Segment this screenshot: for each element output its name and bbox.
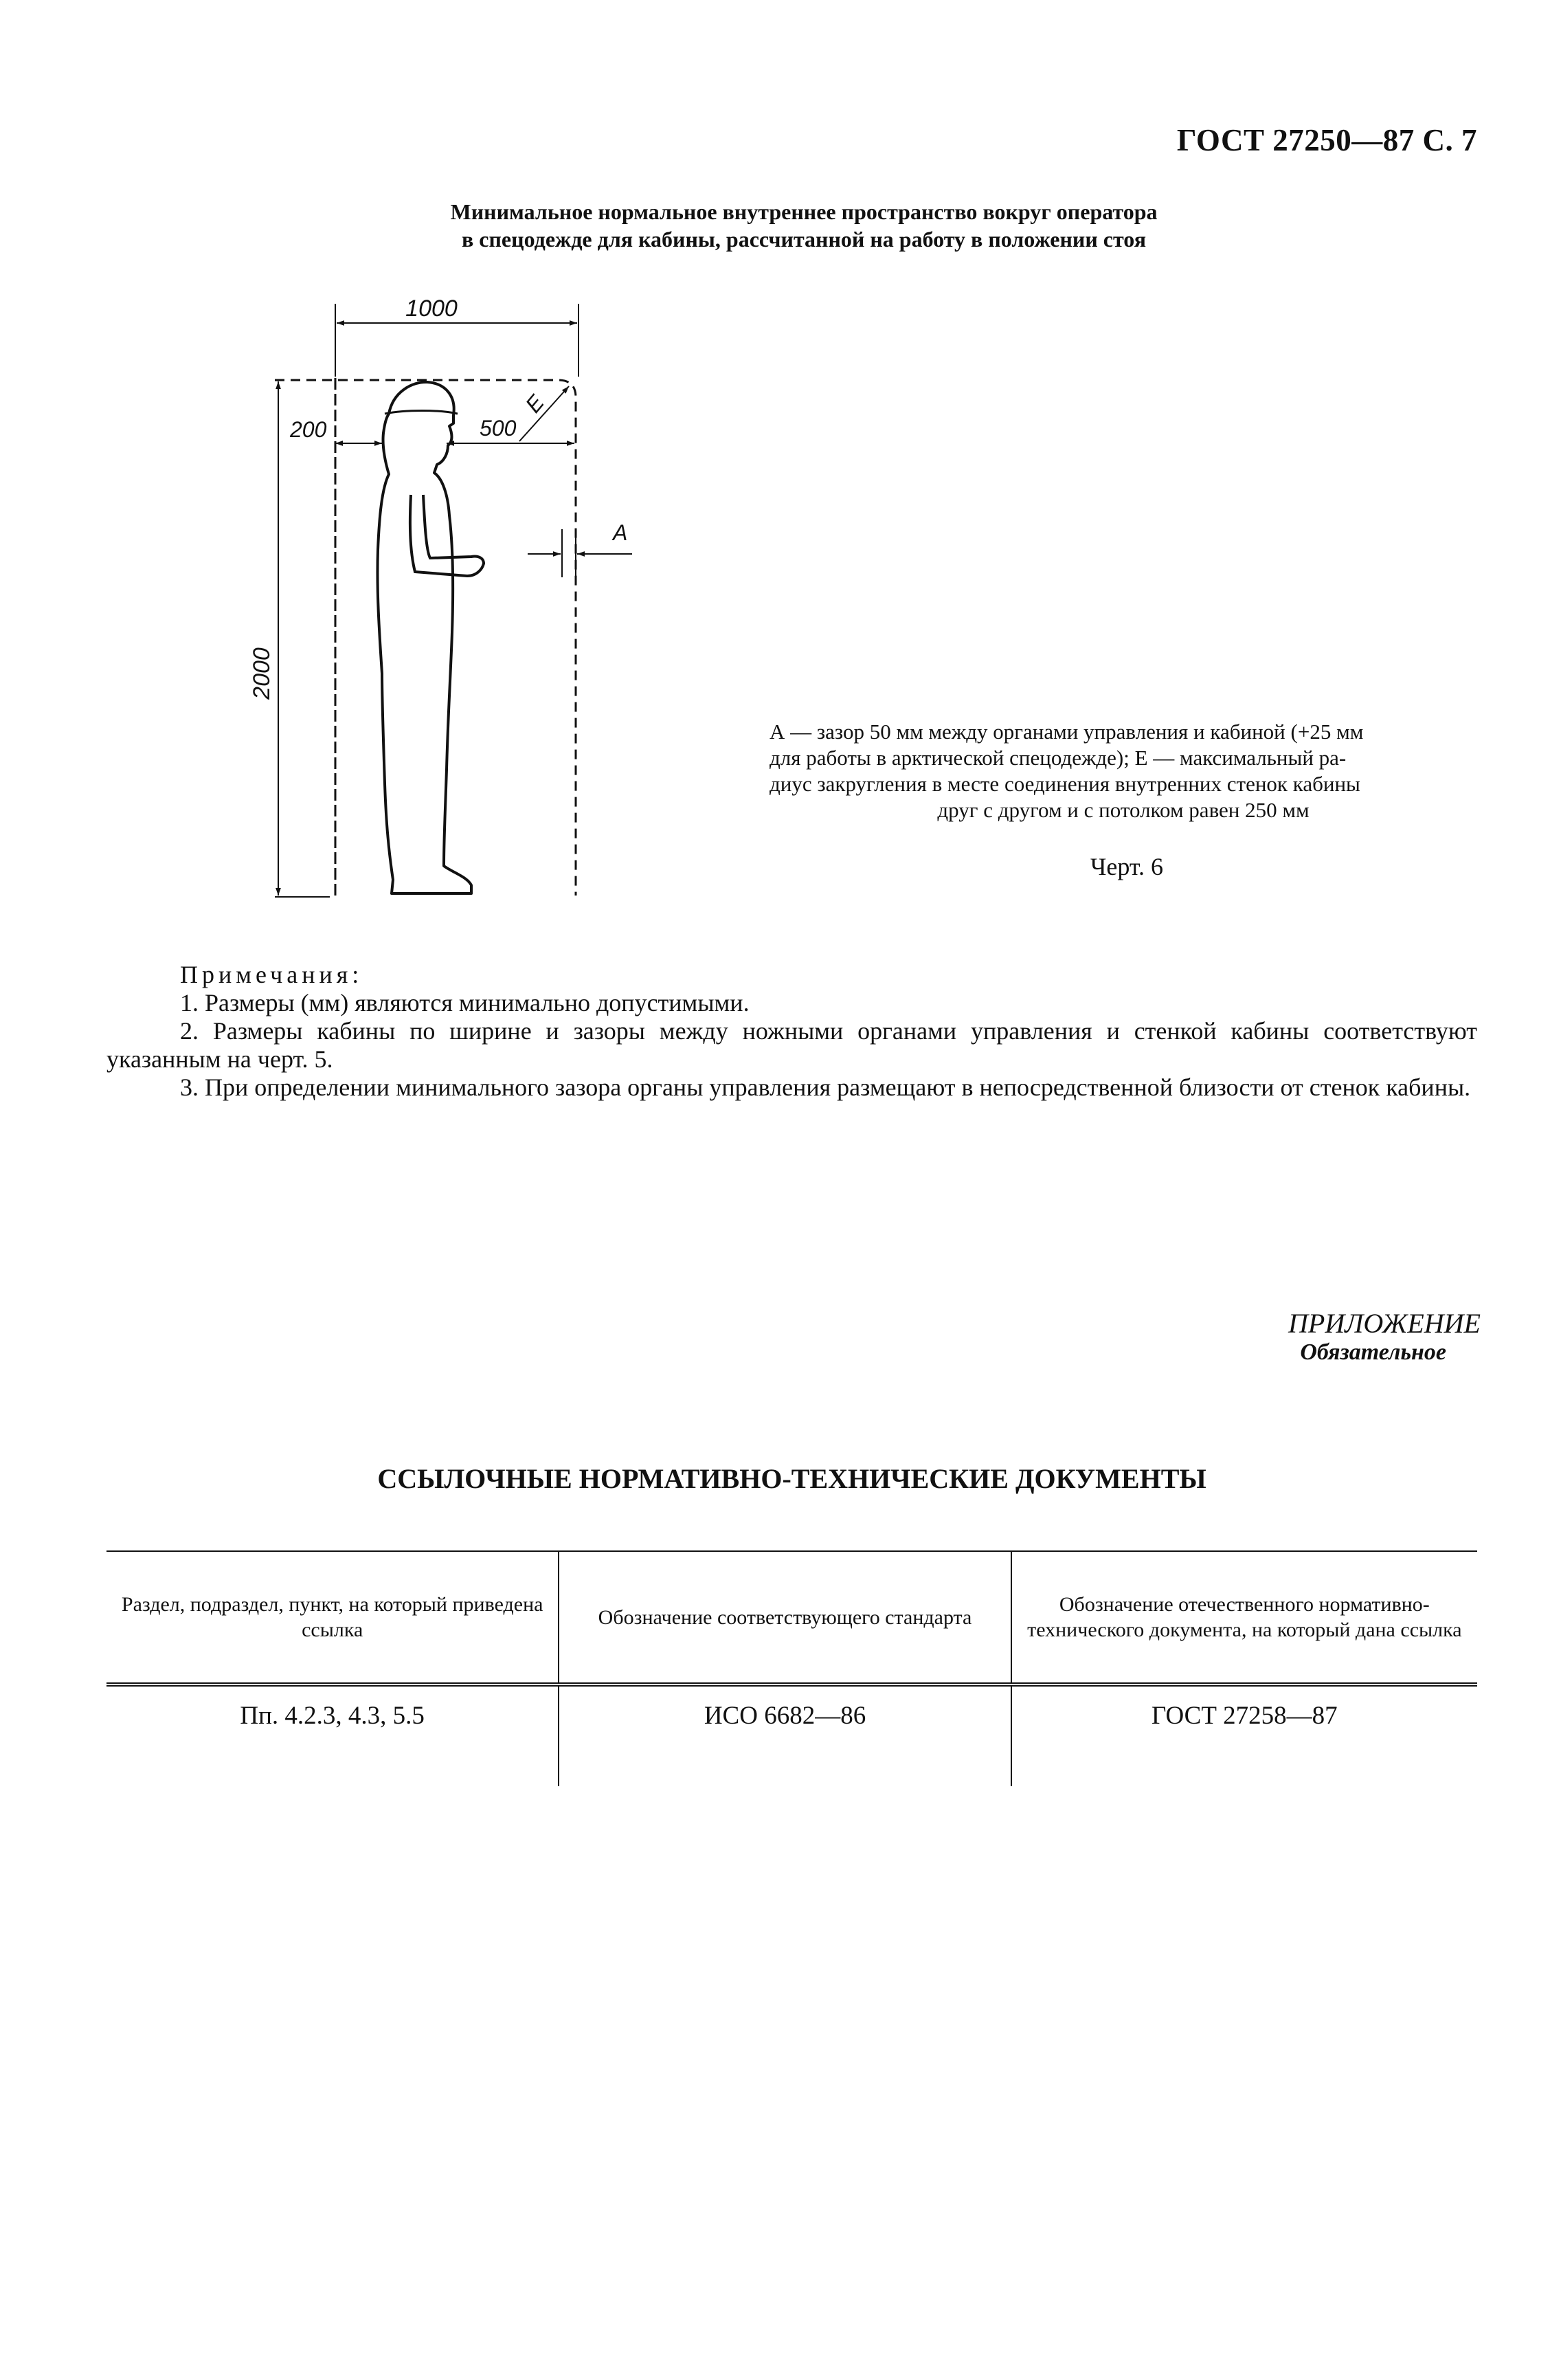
legend-line-3: диус закругления в месте соединения внутренних стенок кабины [770, 772, 1360, 796]
column-header: Обозначение соответствующего стандарта [559, 1551, 1011, 1684]
figure-caption: Черт. 6 [1090, 853, 1163, 880]
figure-title-line-2: в спецодежде для кабины, рассчитанной на работу в положении стоя [462, 227, 1146, 252]
table-cell: ГОСТ 27258—87 [1011, 1684, 1477, 1786]
legend-line-1: А — зазор 50 мм между органами управления и кабиной (+25 мм [770, 720, 1364, 744]
figure-title [289, 198, 1319, 253]
cabin-ceiling-and-right-wall [275, 380, 576, 896]
references-table [106, 1550, 1477, 1786]
figure-title-line-1: Минимальное нормальное внутреннее пространство вокруг оператора [450, 199, 1158, 224]
column-header: Обозначение отечественного нормативно-технического документа, на который дана ссылка [1011, 1551, 1477, 1684]
label-gap: A [613, 520, 628, 545]
notes-heading: Примечания: [180, 961, 363, 988]
page-header-code: ГОСТ 27250—87 С. 7 [1176, 123, 1477, 157]
appendix-title: ПРИЛОЖЕНИЕ [1288, 1308, 1481, 1339]
label-radius: E [520, 390, 549, 418]
table-header-row [106, 1551, 1477, 1684]
appendix-subtitle: Обязательное [1300, 1339, 1446, 1365]
note-item: 2. Размеры кабины по ширине и зазоры между ножными органами управления и стенкой кабины соответствуют указанным на черт. 5. [106, 1017, 1477, 1073]
appendix-label [1134, 1307, 1481, 1366]
legend-line-2: для работы в арктической спецодежде); Е — максимальный ра- [770, 746, 1347, 770]
operator-hardhat-brim [385, 411, 458, 414]
table-cell: ИСО 6682—86 [559, 1684, 1011, 1786]
note-item: 3. При определении минимального зазора органы управления размещают в непосредственной близости от стенок кабины. [180, 1074, 1471, 1101]
table-cell: Пп. 4.2.3, 4.3, 5.5 [240, 1702, 425, 1730]
figure-legend [770, 719, 1477, 823]
legend-line-4: друг с другом и с потолком равен 250 мм [937, 798, 1310, 822]
column-header: Раздел, подраздел, пункт, на который приведена ссылка [106, 1551, 559, 1684]
operator-arm [410, 495, 484, 576]
table-row [106, 1684, 1477, 1786]
operator-space-drawing [247, 289, 687, 921]
operator-silhouette [377, 382, 471, 893]
notes-section [106, 961, 1477, 1102]
references-title: ССЫЛОЧНЫЕ НОРМАТИВНО-ТЕХНИЧЕСКИЕ ДОКУМЕНТЫ [377, 1463, 1206, 1494]
note-item: 1. Размеры (мм) являются минимально допустимыми. [180, 989, 750, 1016]
label-head-front: 500 [480, 416, 517, 441]
label-head-back: 200 [290, 417, 327, 442]
label-height: 2000 [249, 647, 275, 700]
label-width: 1000 [405, 296, 458, 322]
